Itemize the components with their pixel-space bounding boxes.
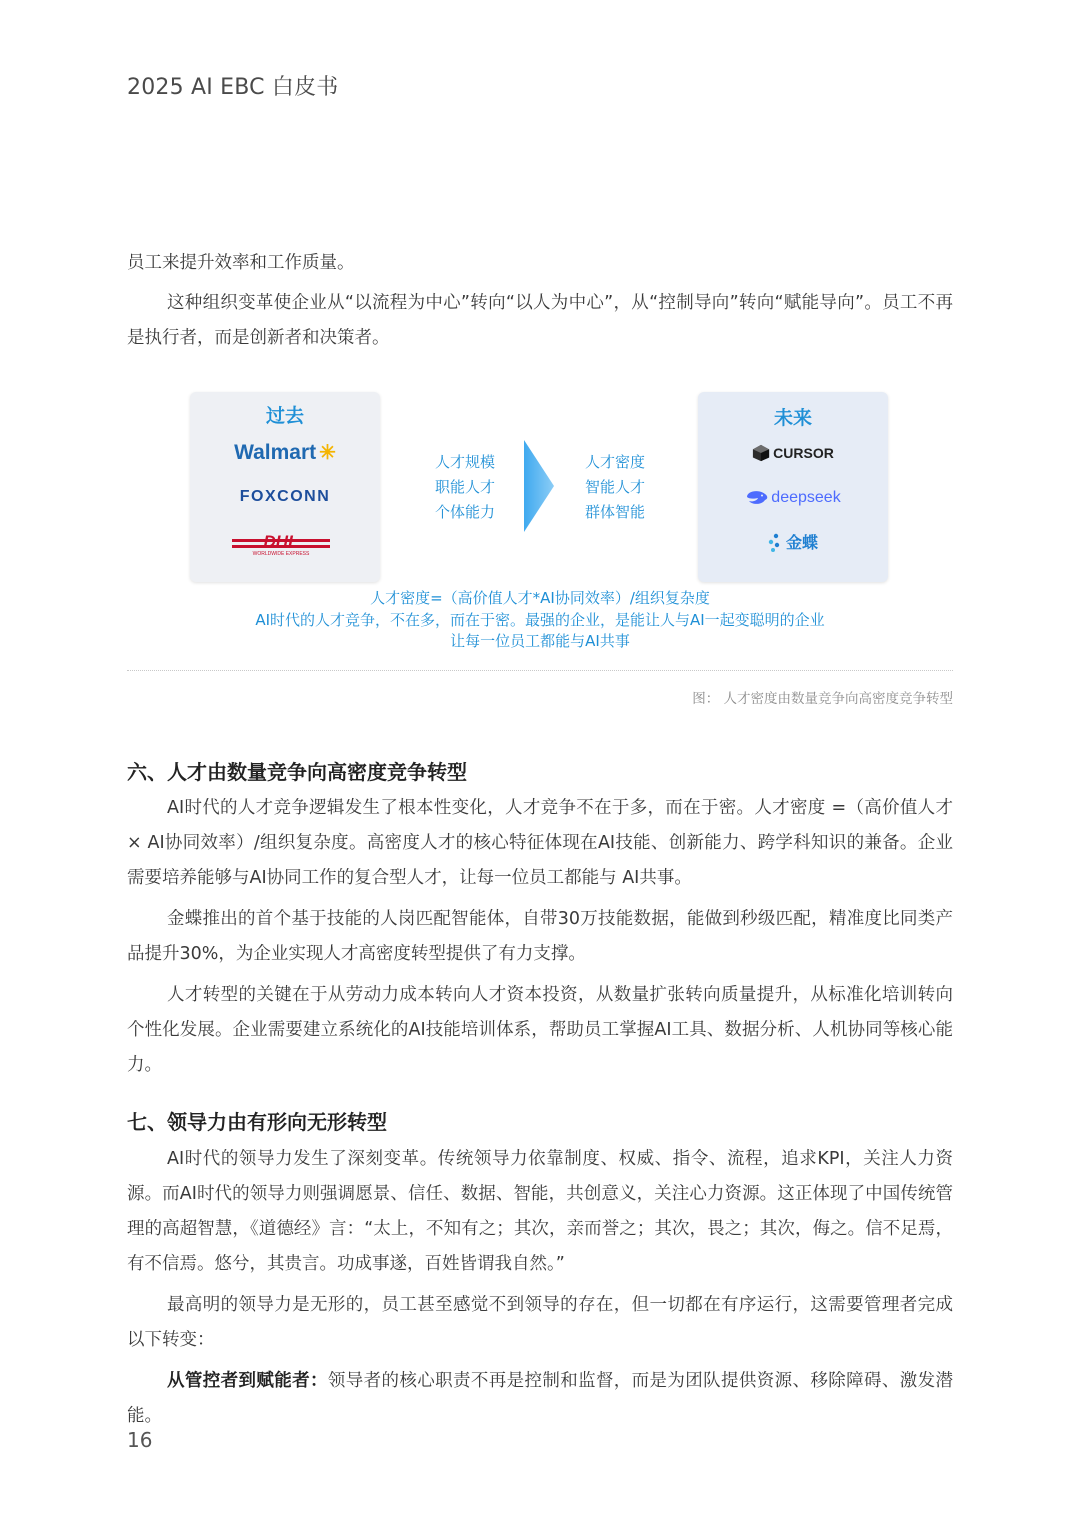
- cursor-cube-icon: [752, 444, 770, 462]
- past-attributes: [425, 450, 505, 525]
- transition-arrow-icon: [524, 440, 556, 532]
- section-7-paragraph-1: AI时代的领导力发生了深刻变革。传统领导力依靠制度、权威、指令、流程，追求KPI，关注人力资源。而AI时代的领导力则强调愿景、信任、数据、智能，共创意义，关注心力资源。这正体现了中国传统管理的高超智慧，《道德经》言：“太上，不知有之；其次，亲而誉之；其次，畏之；其次，侮之。信不足焉，有不信焉。悠兮，其贵言。功成事遂，百姓皆谓我自然。”: [127, 1149, 953, 1274]
- svg-text:DHL: DHL: [263, 532, 299, 551]
- figure-divider: [127, 670, 953, 671]
- dhl-logo: [232, 530, 330, 556]
- deepseek-logo: deepseek: [698, 488, 888, 507]
- walmart-spark-icon: ✳: [319, 442, 336, 464]
- future-attributes: [575, 450, 655, 525]
- page-number: 16: [127, 1428, 153, 1452]
- figure-slogan: 让每一位员工都能与AI共事: [450, 632, 630, 650]
- intro-paragraph-2: 这种组织变革使企业从“以流程为中心”转向“以人为中心”，从“控制导向”转向“赋能导向”。员工不再是执行者，而是创新者和决策者。: [127, 293, 953, 348]
- kingdee-logo: 金蝶: [698, 530, 888, 553]
- section-6-paragraph-1: AI时代的人才竞争逻辑发生了根本性变化，人才竞争不在于多，而在于密。人才密度 =（高价值人才 × AI协同效率）/组织复杂度。高密度人才的核心特征体现在AI技能、创新能力、跨学科知识的兼备。企业需要培养能够与AI协同工作的复合型人才，让每一位员工都能与 AI共事。: [127, 798, 953, 888]
- section-7-lead-text: 领导者的核心职责不再是控制和监督，而是为团队提供资源、移除障碍、激发潜能。: [127, 1371, 954, 1426]
- deepseek-whale-icon: [745, 488, 769, 506]
- svg-text:WORLDWIDE EXPRESS: WORLDWIDE EXPRESS: [252, 551, 310, 556]
- past-attr-item: 个体能力: [434, 503, 495, 521]
- section-6-paragraph-3: 人才转型的关键在于从劳动力成本转向人才资本投资，从数量扩张转向质量提升，从标准化培训转向个性化发展。企业需要建立系统化的AI技能培训体系，帮助员工掌握AI工具、数据分析、人机协同等核心能力。: [127, 985, 953, 1075]
- figure-caption: 图： 人才密度由数量竞争向高密度竞争转型: [692, 691, 953, 707]
- section-6-paragraph-2: 金蝶推出的首个基于技能的人岗匹配智能体，自带30万技能数据，能做到秒级匹配，精准度比同类产品提升30%，为企业实现人才高密度转型提供了有力支撑。: [127, 909, 953, 964]
- future-attr-item: 群体智能: [584, 503, 645, 521]
- foxconn-logo: FOXCONN: [239, 488, 331, 505]
- cursor-logo: CURSOR: [698, 444, 888, 462]
- future-attr-item: 智能人才: [584, 478, 645, 496]
- document-header: 2025 AI EBC 白皮书: [127, 75, 339, 100]
- past-panel: [190, 392, 380, 582]
- future-attr-item: 人才密度: [584, 453, 645, 471]
- future-title: 未来: [773, 407, 812, 429]
- future-panel: [698, 392, 888, 582]
- kingdee-dots-icon: [768, 533, 784, 553]
- section-7-paragraph-2: 最高明的领导力是无形的，员工甚至感觉不到领导的存在，但一切都在有序运行，这需要管理者完成以下转变：: [127, 1295, 953, 1350]
- figure-summary: AI时代的人才竞争，不在多，而在于密。最强的企业，是能让人与AI一起变聪明的企业: [255, 611, 825, 629]
- past-title: 过去: [265, 405, 304, 427]
- walmart-logo: Walmart ✳: [234, 441, 336, 464]
- section-7-paragraph-3: [127, 1364, 953, 1434]
- figure-formula: 人才密度=（高价值人才*AI协同效率）/组织复杂度: [370, 589, 710, 607]
- past-attr-item: 职能人才: [434, 478, 495, 496]
- past-attr-item: 人才规模: [434, 453, 495, 471]
- intro-paragraph-1: 员工来提升效率和工作质量。: [127, 253, 355, 273]
- section-7-heading: 七、领导力由有形向无形转型: [127, 1110, 387, 1134]
- section-7-lead: 从管控者到赋能者：: [167, 1371, 328, 1391]
- section-6-heading: 六、人才由数量竞争向高密度竞争转型: [127, 760, 467, 784]
